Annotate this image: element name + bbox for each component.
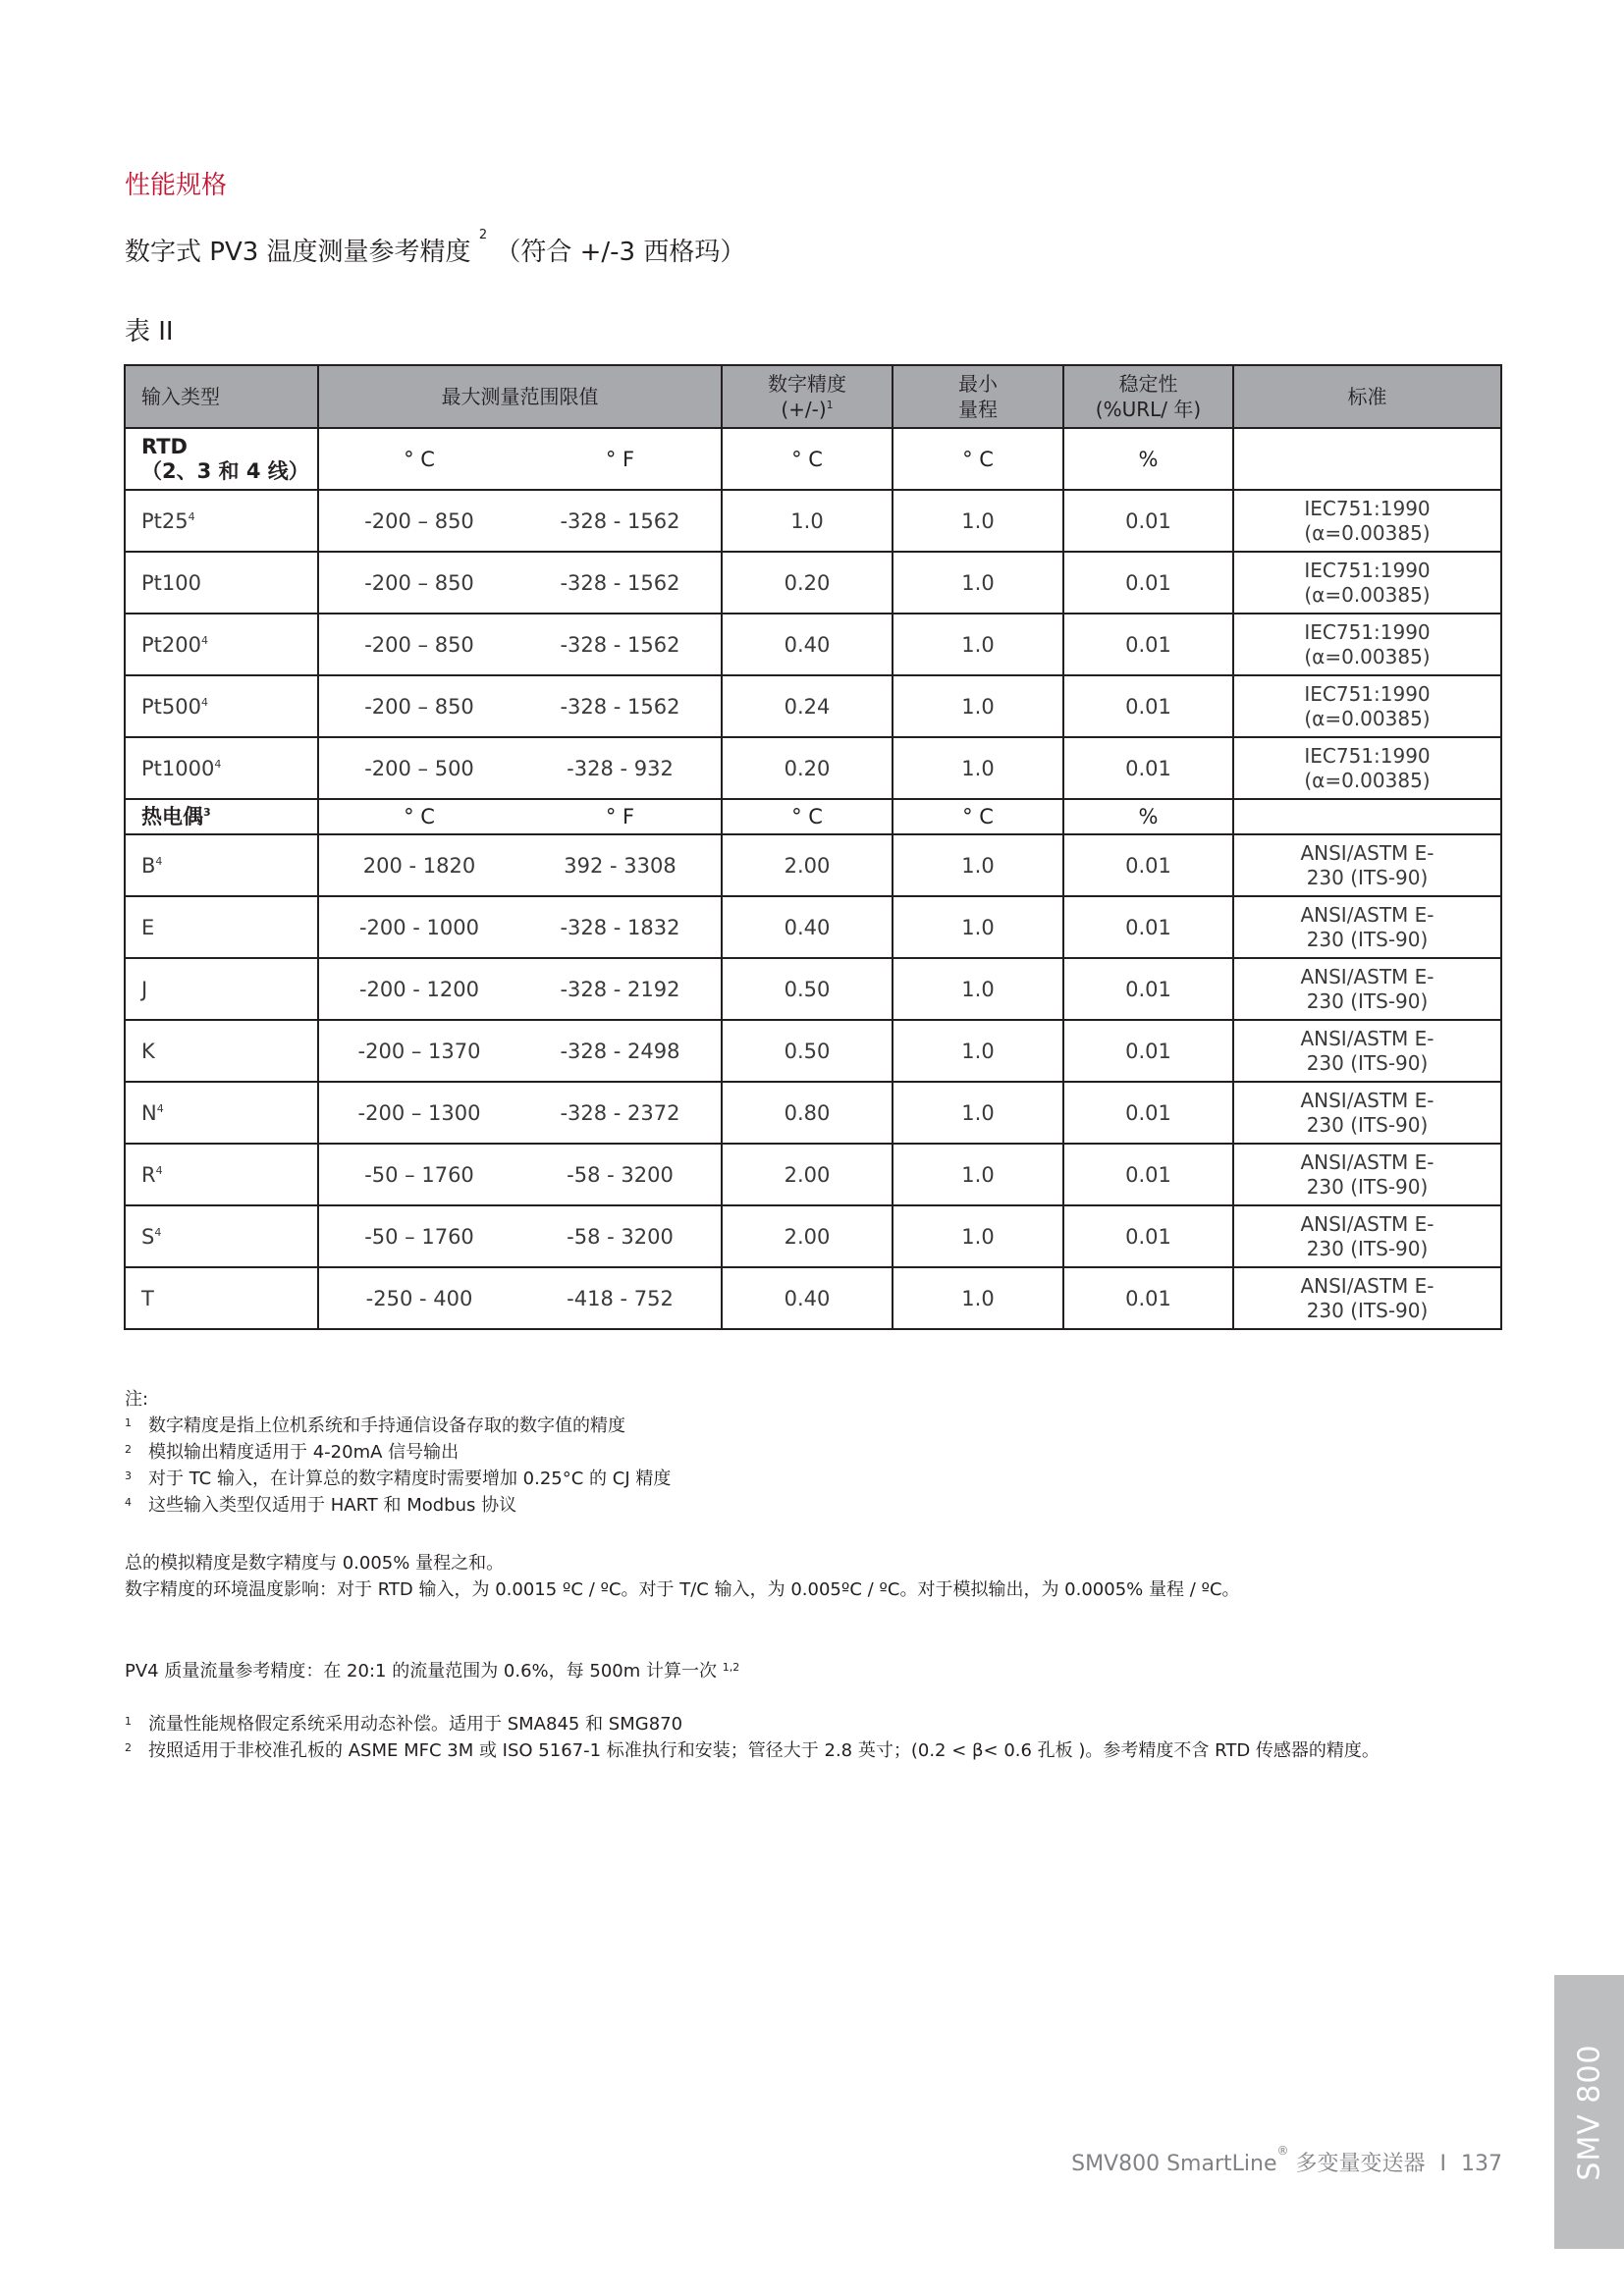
standard-line2: (α=0.00385) [1304, 644, 1431, 668]
standard-line1: IEC751:1990 [1304, 743, 1431, 768]
min-span-cell: 1.0 [893, 1144, 1063, 1205]
stability-cell: 0.01 [1063, 958, 1233, 1020]
input-type-name: Pt25 [141, 508, 189, 533]
rtd-label-line2: （2、3 和 4 线） [141, 458, 309, 483]
input-type-footnote-ref: 4 [155, 1163, 163, 1177]
standard-cell [1233, 737, 1501, 799]
range-c-cell: -200 - 1200 [318, 958, 519, 1020]
table-row [125, 896, 1501, 958]
table-row [125, 737, 1501, 799]
standard-line1: ANSI/ASTM E- [1300, 964, 1435, 988]
header-min-span-line1: 最小 [958, 372, 998, 396]
input-type-footnote-ref: 4 [155, 854, 163, 868]
stability-cell: 0.01 [1063, 737, 1233, 799]
standard-line1: ANSI/ASTM E- [1300, 1026, 1435, 1050]
tc-unit-span: ° C [893, 799, 1063, 834]
standard-cell [1233, 552, 1501, 614]
stability-cell: 0.01 [1063, 896, 1233, 958]
standard-line2: (α=0.00385) [1304, 582, 1431, 607]
note-item [125, 1413, 671, 1439]
notes-heading: 注: [125, 1389, 149, 1410]
input-type-name: B [141, 853, 156, 878]
note-item [125, 1492, 671, 1519]
standard-line2: 230 (ITS-90) [1306, 1112, 1429, 1137]
min-span-cell: 1.0 [893, 958, 1063, 1020]
flow-footnotes [125, 1711, 1380, 1764]
standard-line1: ANSI/ASTM E- [1300, 840, 1435, 865]
stability-cell: 0.01 [1063, 1205, 1233, 1267]
note-item [125, 1439, 671, 1466]
range-c-cell: 200 - 1820 [318, 834, 519, 896]
header-standard: 标准 [1233, 365, 1501, 428]
rtd-unit-f: ° F [519, 428, 722, 490]
table-caption: 表 II [125, 317, 174, 347]
side-tab [1554, 1975, 1624, 2249]
min-span-cell: 1.0 [893, 614, 1063, 675]
rtd-unit-accuracy: ° C [722, 428, 893, 490]
table-body [125, 428, 1501, 1329]
header-digital-accuracy-line2-wrap [723, 397, 892, 422]
input-type-name: K [141, 1039, 155, 1063]
standard-line2: (α=0.00385) [1304, 768, 1431, 792]
ambient-effect-text: 数字精度的环境温度影响：对于 RTD 输入，为 0.0015 ºC / ºC。对于 T/C 输入，为 0.005ºC / ºC。对于模拟输出，为 0.0005% 量程 / ºC。 [125, 1579, 1240, 1600]
accuracy-cell: 0.40 [722, 1267, 893, 1329]
range-c-cell: -200 – 1370 [318, 1020, 519, 1082]
table-row [125, 1205, 1501, 1267]
standard-line2: (α=0.00385) [1304, 706, 1431, 730]
accuracy-cell: 2.00 [722, 834, 893, 896]
range-f-cell: -328 - 1832 [519, 896, 722, 958]
tc-unit-row [125, 799, 1501, 834]
header-digital-accuracy [722, 365, 893, 428]
input-type-footnote-ref: 4 [200, 633, 208, 647]
header-input-type: 输入类型 [125, 365, 318, 428]
standard-line1: IEC751:1990 [1304, 619, 1431, 644]
standard-cell [1233, 1144, 1501, 1205]
table-row [125, 675, 1501, 737]
range-f-cell: 392 - 3308 [519, 834, 722, 896]
table-header-row [125, 365, 1501, 428]
table-row [125, 1020, 1501, 1082]
flow-footnote-number: 2 [125, 1741, 132, 1754]
flow-footnote [125, 1737, 1380, 1764]
standard-line1: ANSI/ASTM E- [1300, 1273, 1435, 1298]
min-span-cell: 1.0 [893, 834, 1063, 896]
input-type-name: N [141, 1100, 157, 1125]
range-c-cell: -50 – 1760 [318, 1205, 519, 1267]
table-row [125, 958, 1501, 1020]
tc-unit-stability: % [1063, 799, 1233, 834]
table-row [125, 614, 1501, 675]
accuracy-cell: 0.40 [722, 896, 893, 958]
table-row [125, 552, 1501, 614]
standard-line1: IEC751:1990 [1304, 496, 1431, 520]
min-span-cell: 1.0 [893, 552, 1063, 614]
accuracy-cell: 2.00 [722, 1205, 893, 1267]
stability-cell: 0.01 [1063, 834, 1233, 896]
min-span-cell: 1.0 [893, 1205, 1063, 1267]
standard-line2: (α=0.00385) [1304, 520, 1431, 545]
accuracy-cell: 0.80 [722, 1082, 893, 1144]
standard-line2: 230 (ITS-90) [1306, 865, 1429, 889]
input-type-name: Pt100 [141, 570, 201, 595]
input-type-cell [125, 958, 318, 1020]
min-span-cell: 1.0 [893, 490, 1063, 552]
input-type-cell [125, 1082, 318, 1144]
accuracy-cell: 0.24 [722, 675, 893, 737]
note-number: 1 [125, 1416, 132, 1429]
standard-line1: ANSI/ASTM E- [1300, 1088, 1435, 1112]
flow-footnote-text: 流量性能规格假定系统采用动态补偿。适用于 SMA845 和 SMG870 [148, 1714, 683, 1735]
range-f-cell: -58 - 3200 [519, 1144, 722, 1205]
standard-line2: 230 (ITS-90) [1306, 1236, 1429, 1260]
note-text: 对于 TC 输入，在计算总的数字精度时需要增加 0.25°C 的 CJ 精度 [148, 1468, 672, 1489]
footer-separator: I [1439, 2152, 1446, 2176]
stability-cell: 0.01 [1063, 1020, 1233, 1082]
range-c-cell: -250 - 400 [318, 1267, 519, 1329]
input-type-cell [125, 896, 318, 958]
accuracy-cell: 2.00 [722, 1144, 893, 1205]
range-c-cell: -200 – 500 [318, 737, 519, 799]
input-type-cell [125, 834, 318, 896]
standard-line1: IEC751:1990 [1304, 558, 1431, 582]
rtd-unit-span: ° C [893, 428, 1063, 490]
input-type-cell [125, 1144, 318, 1205]
input-type-cell [125, 737, 318, 799]
notes-block [125, 1386, 671, 1519]
input-type-cell [125, 552, 318, 614]
tc-label-sup: 3 [203, 806, 211, 819]
min-span-cell: 1.0 [893, 1082, 1063, 1144]
standard-line1: IEC751:1990 [1304, 681, 1431, 706]
header-digital-accuracy-line1: 数字精度 [768, 372, 846, 396]
standard-cell [1233, 958, 1501, 1020]
pv4-accuracy [125, 1658, 739, 1684]
standard-line2: 230 (ITS-90) [1306, 988, 1429, 1013]
input-type-footnote-ref: 4 [200, 695, 208, 709]
min-span-cell: 1.0 [893, 1020, 1063, 1082]
side-tab-label: SMV 800 [1572, 2043, 1606, 2181]
range-f-cell: -328 - 1562 [519, 490, 722, 552]
input-type-name: J [141, 977, 148, 1001]
header-stability [1063, 365, 1233, 428]
range-f-cell: -328 - 1562 [519, 614, 722, 675]
table-row [125, 1082, 1501, 1144]
stability-cell: 0.01 [1063, 490, 1233, 552]
stability-cell: 0.01 [1063, 1144, 1233, 1205]
standard-line1: ANSI/ASTM E- [1300, 1149, 1435, 1174]
accuracy-cell: 0.50 [722, 958, 893, 1020]
header-stability-line2: (%URL/ 年) [1095, 398, 1202, 421]
note-number: 2 [125, 1443, 132, 1456]
standard-cell [1233, 1082, 1501, 1144]
tc-label [125, 799, 318, 834]
input-type-footnote-ref: 4 [154, 1225, 162, 1239]
input-type-cell [125, 1267, 318, 1329]
standard-line2: 230 (ITS-90) [1306, 1174, 1429, 1199]
header-digital-accuracy-line2: (+/-) [781, 398, 827, 421]
standard-line1: ANSI/ASTM E- [1300, 1211, 1435, 1236]
input-type-footnote-ref: 4 [156, 1101, 164, 1115]
header-digital-accuracy-sup: 1 [826, 399, 834, 411]
range-f-cell: -418 - 752 [519, 1267, 722, 1329]
tc-unit-standard [1233, 799, 1501, 834]
stability-cell: 0.01 [1063, 1082, 1233, 1144]
standard-cell [1233, 834, 1501, 896]
min-span-cell: 1.0 [893, 896, 1063, 958]
table-row [125, 1267, 1501, 1329]
subtitle-text: 数字式 PV3 温度测量参考精度 [125, 238, 471, 267]
range-f-cell: -328 - 2498 [519, 1020, 722, 1082]
accuracy-cell: 0.50 [722, 1020, 893, 1082]
range-f-cell: -58 - 3200 [519, 1205, 722, 1267]
stability-cell: 0.01 [1063, 1267, 1233, 1329]
subtitle [125, 228, 746, 268]
accuracy-cell: 1.0 [722, 490, 893, 552]
standard-cell [1233, 1020, 1501, 1082]
input-type-cell [125, 1020, 318, 1082]
header-stability-line1: 稳定性 [1118, 372, 1178, 396]
flow-footnote-text: 按照适用于非校准孔板的 ASME MFC 3M 或 ISO 5167-1 标准执行和安装；管径大于 2.8 英寸；(0.2 < β< 0.6 孔板 )。参考精度不含 RTD 传感器的精度。 [148, 1740, 1380, 1761]
input-type-name: Pt1000 [141, 756, 215, 780]
input-type-name: T [141, 1286, 154, 1310]
total-analog-accuracy-text: 总的模拟精度是数字精度与 0.005% 量程之和。 [125, 1553, 505, 1574]
range-f-cell: -328 - 1562 [519, 552, 722, 614]
page-number: 137 [1461, 2152, 1502, 2176]
input-type-cell [125, 675, 318, 737]
range-c-cell: -200 – 1300 [318, 1082, 519, 1144]
accuracy-table [124, 364, 1502, 1330]
header-min-span-line2: 量程 [958, 398, 998, 421]
flow-footnote [125, 1711, 1380, 1737]
accuracy-cell: 0.40 [722, 614, 893, 675]
input-type-cell [125, 1205, 318, 1267]
table-row [125, 490, 1501, 552]
standard-cell [1233, 675, 1501, 737]
page-footer [1071, 2144, 1502, 2177]
footer-registered-mark: ® [1276, 2144, 1289, 2158]
min-span-cell: 1.0 [893, 1267, 1063, 1329]
input-type-footnote-ref: 4 [188, 509, 195, 523]
input-type-cell [125, 614, 318, 675]
footer-product: SMV800 SmartLine [1071, 2152, 1277, 2176]
min-span-cell: 1.0 [893, 675, 1063, 737]
standard-cell [1233, 490, 1501, 552]
flow-footnote-number: 1 [125, 1715, 132, 1728]
rtd-unit-standard [1233, 428, 1501, 490]
range-c-cell: -200 – 850 [318, 675, 519, 737]
stability-cell: 0.01 [1063, 675, 1233, 737]
standard-line1: ANSI/ASTM E- [1300, 902, 1435, 927]
tc-label-text: 热电偶 [141, 805, 203, 828]
rtd-label [125, 428, 318, 490]
header-max-range: 最大测量范围限值 [318, 365, 722, 428]
range-c-cell: -200 – 850 [318, 614, 519, 675]
section-title: 性能规格 [125, 171, 228, 200]
rtd-label-line1: RTD [141, 434, 188, 458]
standard-line2: 230 (ITS-90) [1306, 1050, 1429, 1075]
note-text: 这些输入类型仅适用于 HART 和 Modbus 协议 [148, 1495, 517, 1516]
subtitle-suffix: （符合 +/-3 西格玛） [495, 238, 746, 267]
pv4-accuracy-sup: 1,2 [722, 1661, 740, 1674]
range-f-cell: -328 - 2192 [519, 958, 722, 1020]
note-number: 3 [125, 1469, 132, 1482]
accuracy-cell: 0.20 [722, 737, 893, 799]
table-row [125, 834, 1501, 896]
accuracy-cell: 0.20 [722, 552, 893, 614]
range-c-cell: -200 – 850 [318, 552, 519, 614]
range-f-cell: -328 - 1562 [519, 675, 722, 737]
note-item [125, 1466, 671, 1492]
range-c-cell: -200 - 1000 [318, 896, 519, 958]
stability-cell: 0.01 [1063, 552, 1233, 614]
rtd-unit-c: ° C [318, 428, 519, 490]
footer-description: 多变量变送器 [1288, 2152, 1426, 2176]
rtd-unit-row [125, 428, 1501, 490]
input-type-name: S [141, 1224, 155, 1249]
standard-cell [1233, 614, 1501, 675]
range-c-cell: -50 – 1760 [318, 1144, 519, 1205]
input-type-name: E [141, 915, 155, 939]
subtitle-footnote-ref: 2 [478, 228, 488, 242]
tc-unit-f: ° F [519, 799, 722, 834]
pv4-accuracy-text: PV4 质量流量参考精度：在 20:1 的流量范围为 0.6%，每 500m 计算一次 [125, 1661, 717, 1682]
range-f-cell: -328 - 932 [519, 737, 722, 799]
range-f-cell: -328 - 2372 [519, 1082, 722, 1144]
input-type-name: Pt500 [141, 694, 201, 719]
note-text: 数字精度是指上位机系统和手持通信设备存取的数字值的精度 [148, 1415, 625, 1436]
input-type-name: R [141, 1162, 156, 1187]
range-c-cell: -200 – 850 [318, 490, 519, 552]
note-text: 模拟输出精度适用于 4-20mA 信号输出 [148, 1442, 460, 1463]
standard-line2: 230 (ITS-90) [1306, 927, 1429, 951]
tc-unit-accuracy: ° C [722, 799, 893, 834]
header-min-span [893, 365, 1063, 428]
stability-cell: 0.01 [1063, 614, 1233, 675]
input-type-cell [125, 490, 318, 552]
standard-cell [1233, 896, 1501, 958]
standard-line2: 230 (ITS-90) [1306, 1298, 1429, 1322]
rtd-unit-stability: % [1063, 428, 1233, 490]
tc-unit-c: ° C [318, 799, 519, 834]
standard-cell [1233, 1267, 1501, 1329]
input-type-name: Pt200 [141, 632, 201, 657]
standard-cell [1233, 1205, 1501, 1267]
min-span-cell: 1.0 [893, 737, 1063, 799]
table-row [125, 1144, 1501, 1205]
note-number: 4 [125, 1496, 132, 1509]
input-type-footnote-ref: 4 [214, 757, 222, 771]
